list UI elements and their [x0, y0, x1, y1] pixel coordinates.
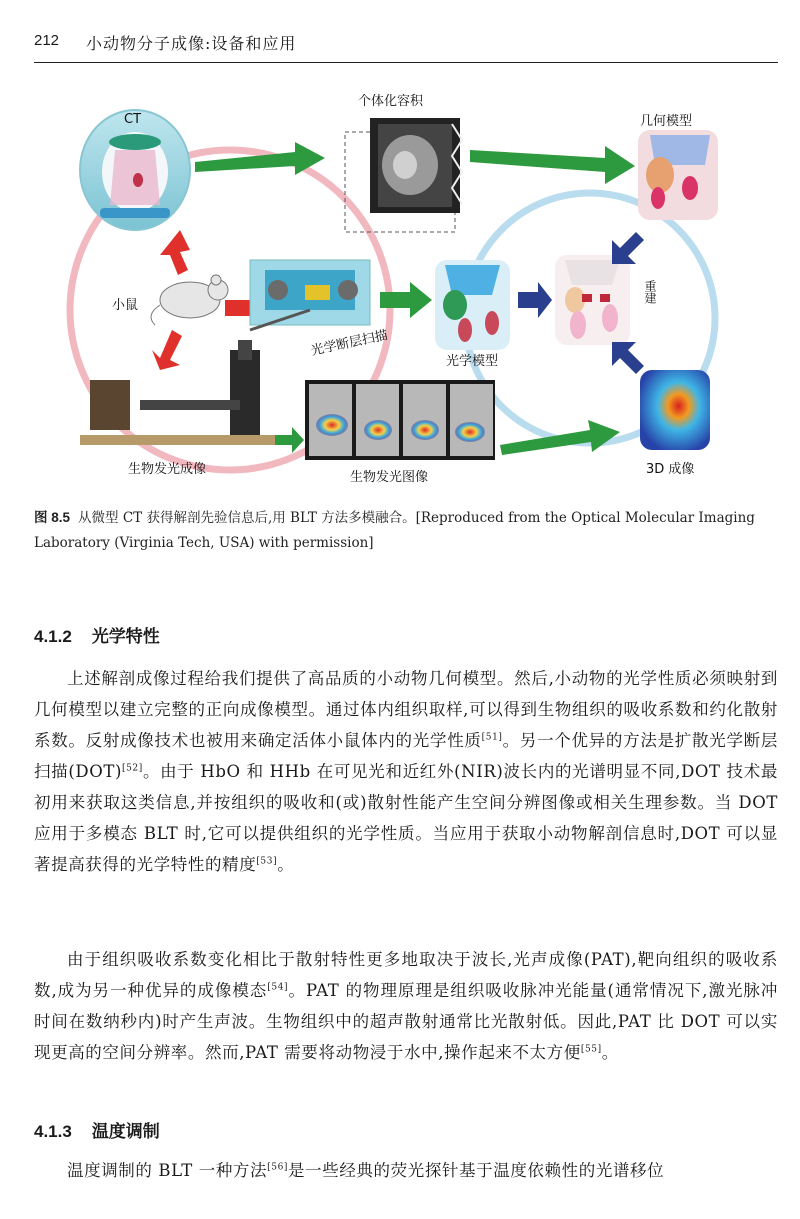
paragraph-1	[34, 663, 778, 880]
section-title: 温度调制	[91, 1122, 160, 1142]
optical-tomography-device-image	[250, 260, 370, 330]
p2-text-1: 由于组织吸收系数变化相比于散射特性更多地取决于波长,光声成像(PAT),靶向组织的吸收系数,成为另一种优异的成像模态	[34, 950, 778, 1000]
citation-53: [53]	[256, 856, 278, 867]
reconstruction-model-image	[555, 255, 630, 345]
paragraph-3	[34, 1155, 778, 1186]
label-optical-model: 光学模型	[446, 354, 499, 369]
label-optical-tomography: 光学断层扫描	[309, 328, 390, 359]
bioluminescence-imaging-system-image	[80, 340, 280, 445]
figure-number: 图 8.5	[34, 510, 71, 525]
figure-8-5	[60, 80, 740, 500]
running-title: 小动物分子成像:设备和应用	[86, 34, 297, 53]
label-3d-imaging: 3D 成像	[646, 462, 695, 477]
bioluminescence-images-strip	[305, 380, 495, 460]
label-reconstruction: 重建	[643, 280, 657, 304]
citation-55: [55]	[580, 1044, 602, 1055]
label-volume: 个体化容积	[358, 94, 424, 109]
geometric-model-image	[638, 130, 718, 220]
heatmap-3d-image	[640, 370, 710, 450]
caption-text: 从微型 CT 获得解剖先验信息后,用 BLT 方法多模融合。[Reproduced from the Optical Molecular Imaging Laboratory (Virginia Tech, USA) with permission]	[34, 510, 755, 551]
label-mouse: 小鼠	[112, 298, 139, 313]
citation-52: [52]	[122, 763, 143, 774]
optical-model-image	[435, 260, 510, 350]
p1-text-4: 。	[277, 855, 295, 874]
mouse-image	[151, 275, 228, 325]
figure-caption	[34, 505, 778, 556]
label-bioluminescence-imaging: 生物发光成像	[128, 462, 207, 477]
section-number: 4.1.3	[34, 1122, 72, 1141]
label-geometric-model: 几何模型	[640, 114, 693, 129]
label-ct: CT	[124, 112, 142, 127]
citation-54: [54]	[267, 982, 289, 993]
p1-text-2: 。另一个优异的方法是扩散光学断层扫描(DOT)	[34, 731, 778, 781]
p1-text-3: 。由于 HbO 和 HHb 在可见光和近红外(NIR)波长内的光谱明显不同,DOT 技术最初用来获取这类信息,并按组织的吸收和(或)散射性能产生空间分辨图像或相关生理参数。当 DOT 应用于多模态 BLT 时,它可以提供组织的光学性质。当应用于获取小动物解剖信息时,DOT 可以显著提高获得的光学特性的精度	[34, 762, 778, 874]
label-bioluminescence-images: 生物发光图像	[350, 470, 429, 485]
citation-56: [56]	[267, 1162, 289, 1173]
section-title: 光学特性	[91, 627, 160, 647]
p2-text-2: 。PAT 的物理原理是组织吸收脉冲光能量(通常情况下,激光脉冲时间在数纳秒内)时产生声波。生物组织中的超声散射通常比光散射低。因此,PAT 比 DOT 可以实现更高的空间分辨率。然而,PAT 需要将动物浸于水中,操作起来不太方便	[34, 981, 778, 1062]
citation-51: [51]	[481, 732, 503, 743]
p3-text-1: 温度调制的 BLT 一种方法	[67, 1161, 268, 1180]
p2-text-3: 。	[601, 1043, 619, 1062]
section-number: 4.1.2	[34, 627, 72, 646]
paragraph-2	[34, 944, 778, 1068]
page-number: 212	[34, 32, 60, 49]
p1-text-1: 上述解剖成像过程给我们提供了高品质的小动物几何模型。然后,小动物的光学性质必须映射到几何模型以建立完整的正向成像模型。通过体内组织取样,可以得到生物组织的吸收系数和约化散射系数。反射成像技术也被用来确定活体小鼠体内的光学性质	[34, 669, 778, 750]
p3-text-2: 是一些经典的荧光探针基于温度依赖性的光谱移位	[288, 1161, 665, 1180]
section-heading-4-1-2	[34, 622, 160, 647]
section-heading-4-1-3	[34, 1117, 160, 1142]
ct-scanner-image	[80, 110, 190, 230]
page-header	[34, 22, 778, 63]
figure-illustration	[60, 80, 740, 500]
